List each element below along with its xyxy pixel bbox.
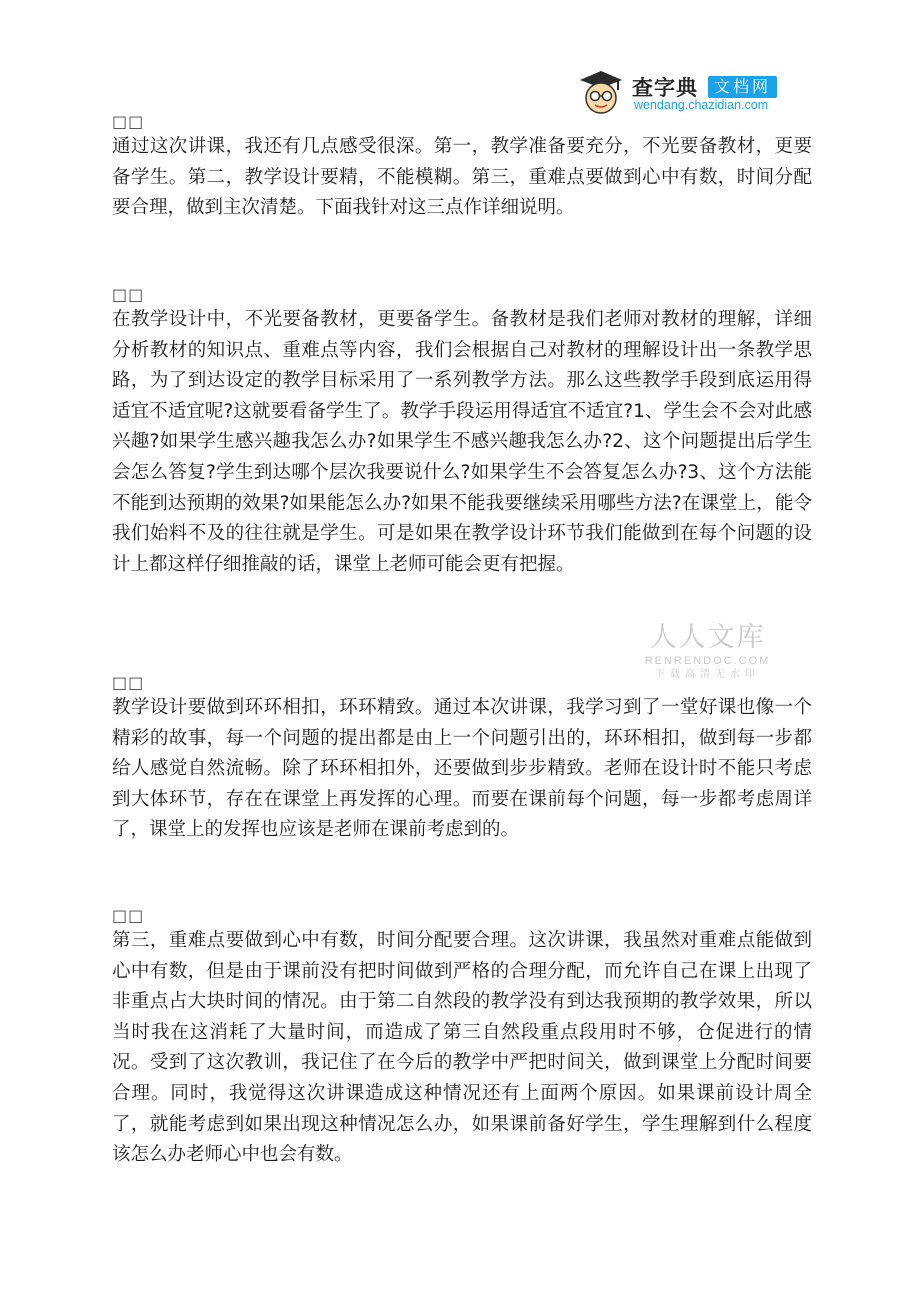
section-1 xyxy=(112,112,812,224)
site-logo[interactable] xyxy=(576,68,806,116)
watermark-tagline: 下载高清无水印 xyxy=(655,669,760,680)
section-marker: □□ xyxy=(112,285,145,304)
graduate-mascot-icon xyxy=(576,68,626,116)
section-marker: □□ xyxy=(112,112,145,131)
section-3 xyxy=(112,673,812,846)
section-4 xyxy=(112,906,812,1171)
logo-url[interactable]: wendang.chazidian.com xyxy=(634,98,769,112)
logo-brand: 查字典 xyxy=(632,76,698,100)
section-paragraph: 第三，重难点要做到心中有数，时间分配要合理。这次讲课，我虽然对重难点能做到心中有数，但是由于课前没有把时间做到严格的合理分配，而允许自己在课上出现了非重点占大块时间的情况。由于第二自然段的教学没有到达我预期的教学效果，所以当时我在这消耗了大量时间，而造成了第三自然段重点段用时不够，仓促进行的情况。受到了这次教训，我记住了在今后的教学中严把时间关，做到课堂上分配时间要合理。同时，我觉得这次讲课造成这种情况还有上面两个原因。如果课前设计周全了，就能考虑到如果出现这种情况怎么办，如果课前备好学生，学生理解到什么程度该怎么办老师心中也会有数。 xyxy=(112,930,812,1166)
watermark-title: 人人文库 xyxy=(649,622,766,653)
section-marker: □□ xyxy=(112,673,145,692)
logo-badge: 文档网 xyxy=(708,76,777,98)
section-paragraph: 在教学设计中，不光要备教材，更要备学生。备教材是我们老师对教材的理解，详细分析教材的知识点、重难点等内容，我们会根据自己对教材的理解设计出一条教学思路，为了到达设定的教学目标采用了一系列教学方法。那么这些教学手段到底运用得适宜不适宜呢?这就要看备学生了。教学手段运用得适宜不适宜?1、学生会不会对此感兴趣?如果学生感兴趣我怎么办?如果学生不感兴趣我怎么办?2、这个问题提出后学生会怎么答复?学生到达哪个层次我要说什么?如果学生不会答复怎么办?3、这个方法能不能到达预期的效果?如果能怎么办?如果不能我要继续采用哪些方法?在课堂上，能令我们始料不及的往往就是学生。可是如果在教学设计环节我们能做到在每个问题的设计上都这样仔细推敲的话，课堂上老师可能会更有把握。 xyxy=(112,309,812,575)
section-2 xyxy=(112,285,812,580)
section-paragraph: 教学设计要做到环环相扣，环环精致。通过本次讲课，我学习到了一堂好课也像一个精彩的故事，每一个问题的提出都是由上一个问题引出的，环环相扣，做到每一步都给人感觉自然流畅。除了环环相扣外，还要做到步步精致。老师在设计时不能只考虑到大体环节，存在在课堂上再发挥的心理。而要在课前每个问题，每一步都考虑周详了，课堂上的发挥也应该是老师在课前考虑到的。 xyxy=(112,697,812,841)
watermark-url: RENRENDOC.COM xyxy=(644,655,771,667)
section-paragraph: 通过这次讲课，我还有几点感受很深。第一，教学准备要充分，不光要备教材，更要备学生。第二，教学设计要精，不能模糊。第三，重难点要做到心中有数，时间分配要合理，做到主次清楚。下面我针对这三点作详细说明。 xyxy=(112,136,812,219)
section-marker: □□ xyxy=(112,906,145,925)
